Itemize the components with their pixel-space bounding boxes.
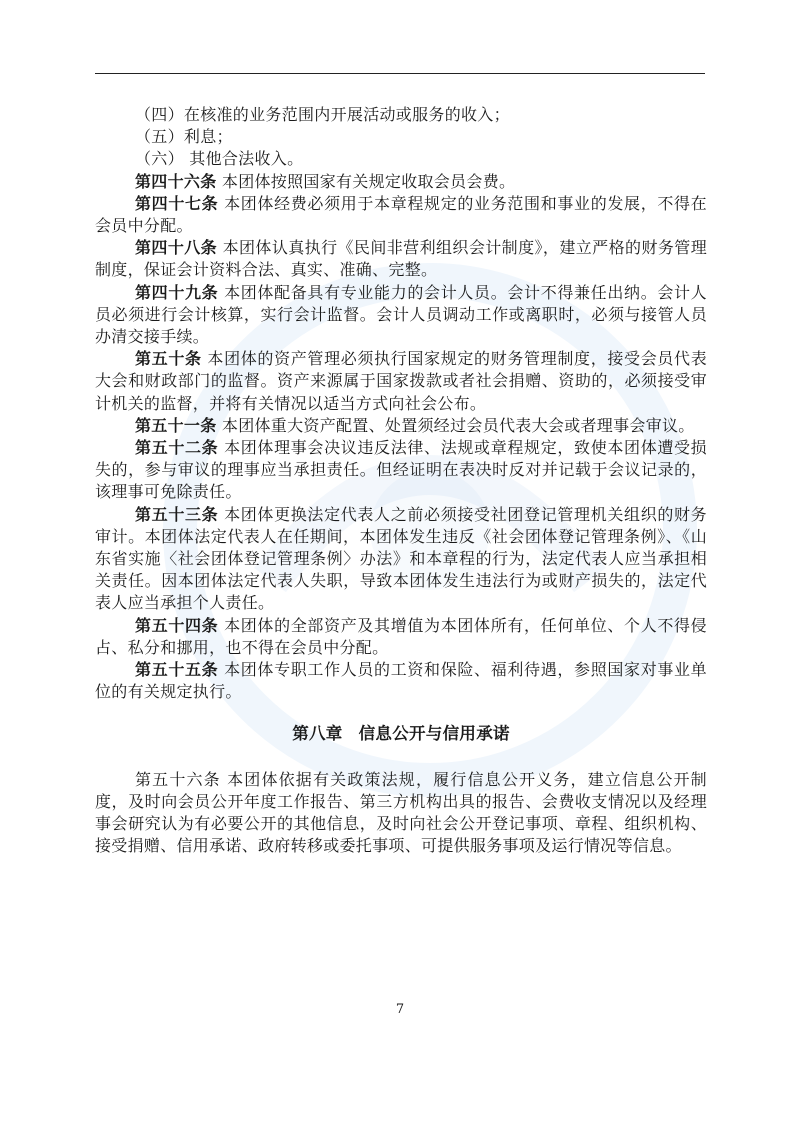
article-number: 第五十条 (135, 349, 202, 369)
document-body (95, 104, 707, 858)
chapter-number: 第八章 (292, 724, 343, 744)
article-46: 第四十六条 本团体按照国家有关规定收取会员会费。 (135, 171, 516, 191)
chapter-heading (95, 723, 707, 745)
article-52: 第五十二条 本团体理事会决议违反法律、法规或章程规定，致使本团体遭受损失的，参与审议的理事应当承担责任。但经证明在表决时反对并记载于会议记录的，该理事可免除责任。 (95, 438, 707, 502)
article-number: 第四十六条 (135, 171, 217, 191)
article-53: 第五十三条 本团体更换法定代表人之前必须接受社团登记管理机关组织的财务审计。本团体法定代表人在任期间，本团体发生违反《社会团体登记管理条例》、《山东省实施〈社会团体登记管理条例〉办法》和本章程的行为，法定代表人应当承担相关责任。因本团体法定代表人失职，导致本团体发生违法行为或财产损失的，法定代表人应当承担个人责任。 (95, 504, 707, 613)
chapter-title: 信息公开与信用承诺 (358, 724, 510, 744)
income-item-4: （四）在核准的业务范围内开展活动或服务的收入； (135, 105, 510, 124)
article-50: 第五十条 本团体的资产管理必须执行国家规定的财务管理制度，接受会员代表大会和财政部门的监督。资产来源属于国家拨款或者社会捐赠、资助的，必须接受审计机关的监督，并将有关情况以适当方式向社会公布。 (95, 349, 708, 413)
article-51: 第五十一条 本团体重大资产配置、处置须经过会员代表大会或者理事会审议。 (135, 415, 695, 435)
article-number: 第五十六条 (135, 769, 221, 789)
article-number: 第四十八条 (135, 238, 218, 258)
income-item-6: （六） 其他合法收入。 (135, 149, 304, 169)
article-54: 第五十四条 本团体的全部资产及其增值为本团体所有，任何单位、个人不得侵占、私分和挪用，也不得在会员中分配。 (95, 615, 707, 657)
article-56: 第五十六条 本团体依据有关政策法规，履行信息公开义务，建立信息公开制度，及时向会员公开年度工作报告、第三方机构出具的报告、会费收支情况以及经理事会研究认为有必要公开的其他信息，及时向社会公开登记事项、章程、组织机构、接受捐赠、信用承诺、政府转移或委托事项、可提供服务事项及运行情况等信息。 (95, 769, 707, 856)
article-number: 第五十四条 (135, 615, 219, 635)
article-number: 第四十九条 (135, 282, 219, 302)
article-number: 第五十五条 (135, 660, 219, 680)
article-number: 第五十二条 (135, 438, 219, 458)
income-item-5: （五）利息； (135, 127, 233, 147)
header-rule (95, 73, 705, 74)
page-number: 7 (395, 1002, 405, 1017)
article-number: 第五十三条 (135, 504, 219, 524)
article-49: 第四十九条 本团体配备具有专业能力的会计人员。会计不得兼任出纳。会计人员必须进行会计核算，实行会计监督。会计人员调动工作或离职时，必须与接管人员办清交接手续。 (95, 282, 707, 347)
article-47: 第四十七条 本团体经费必须用于本章程规定的业务范围和事业的发展，不得在会员中分配。 (95, 193, 707, 236)
article-55: 第五十五条 本团体专职工作人员的工资和保险、福利待遇，参照国家对事业单位的有关规定执行。 (95, 660, 707, 702)
article-48: 第四十八条 本团体认真执行《民间非营利组织会计制度》，建立严格的财务管理制度，保证会计资料合法、真实、准确、完整。 (95, 238, 707, 280)
article-number: 第四十七条 (135, 193, 219, 213)
article-number: 第五十一条 (135, 415, 217, 435)
